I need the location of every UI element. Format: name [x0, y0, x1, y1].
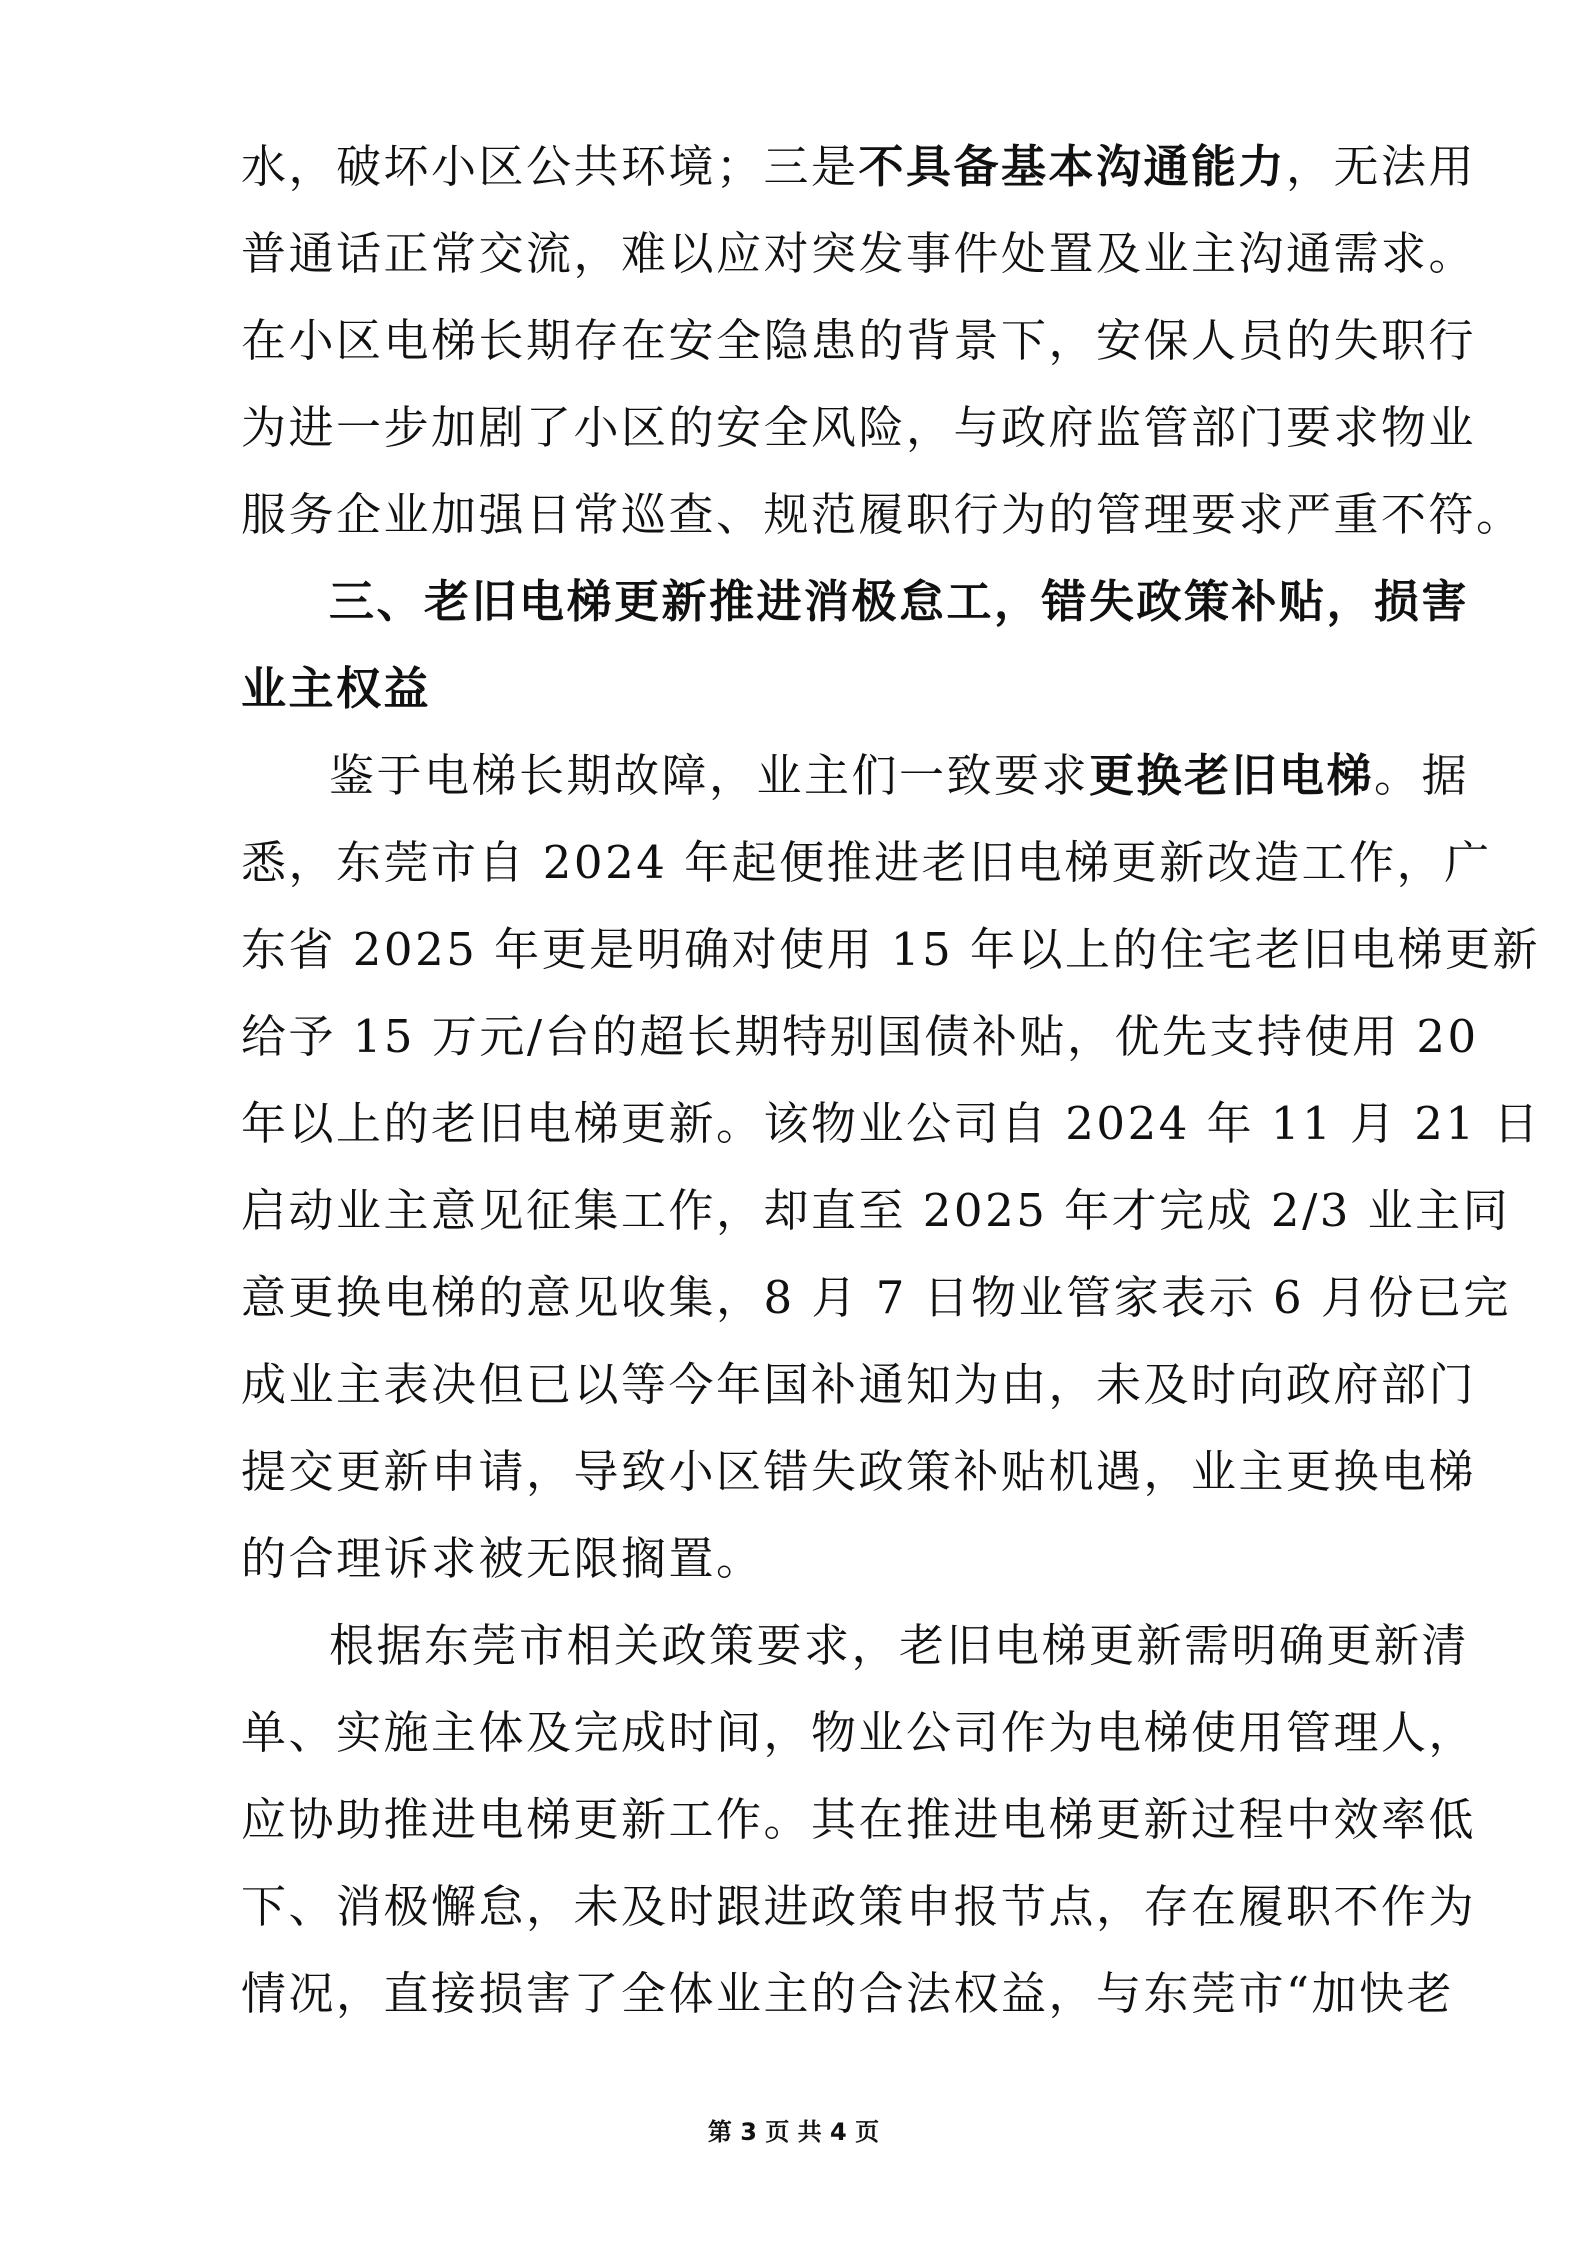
body-text-line: 意更换电梯的意见收集，8 月 7 日物业管家表示 6 月份已完 — [241, 1271, 1511, 1324]
body-text-line: 普通话正常交流，难以应对突发事件处置及业主沟通需求。 — [241, 227, 1477, 280]
section-heading: 三、老旧电梯更新推进消极怠工，错失政策补贴，损害 — [329, 575, 1470, 628]
body-text-line: 服务企业加强日常巡查、规范履职行为的管理要求严重不符。 — [241, 488, 1524, 541]
section-heading-continued: 业主权益 — [241, 662, 432, 715]
page-number-footer: 第 3 页 共 4 页 — [707, 2118, 880, 2146]
body-text-line: 给予 15 万元/台的超长期特别国债补贴，优先支持使用 20 — [241, 1010, 1479, 1063]
paragraph-first-line: 鉴于电梯长期故障，业主们一致要求更换老旧电梯。据 — [329, 749, 1470, 802]
body-text-line: 东省 2025 年更是明确对使用 15 年以上的住宅老旧电梯更新 — [241, 923, 1541, 976]
body-text-line: 悉，东莞市自 2024 年起便推进老旧电梯更新改造工作，广 — [241, 836, 1492, 889]
body-text-line: 成业主表决但已以等今年国补通知为由，未及时向政府部门 — [241, 1358, 1477, 1411]
body-text-line: 为进一步加剧了小区的安全风险，与政府监管部门要求物业 — [241, 401, 1477, 454]
body-text-line: 在小区电梯长期存在安全隐患的背景下，安保人员的失职行 — [241, 314, 1477, 367]
body-text-line: 情况，直接损害了全体业主的合法权益，与东莞市“加快老 — [241, 1967, 1455, 2020]
body-text-line: 年以上的老旧电梯更新。该物业公司自 2024 年 11 月 21 日 — [241, 1097, 1541, 1150]
body-text-line: 提交更新申请，导致小区错失政策补贴机遇，业主更换电梯 — [241, 1445, 1477, 1498]
body-text-line: 下、消极懈怠，未及时跟进政策申报节点，存在履职不作为 — [241, 1880, 1477, 1933]
body-text-line: 的合理诉求被无限搁置。 — [241, 1532, 764, 1585]
body-text-line: 应协助推进电梯更新工作。其在推进电梯更新过程中效率低 — [241, 1793, 1477, 1846]
body-text-line: 水，破坏小区公共环境；三是不具备基本沟通能力，无法用 — [241, 140, 1477, 193]
body-text-line: 单、实施主体及完成时间，物业公司作为电梯使用管理人， — [241, 1706, 1477, 1759]
body-text-line: 启动业主意见征集工作，却直至 2025 年才完成 2/3 业主同 — [241, 1184, 1511, 1237]
paragraph-first-line: 根据东莞市相关政策要求，老旧电梯更新需明确更新清 — [329, 1619, 1470, 1672]
